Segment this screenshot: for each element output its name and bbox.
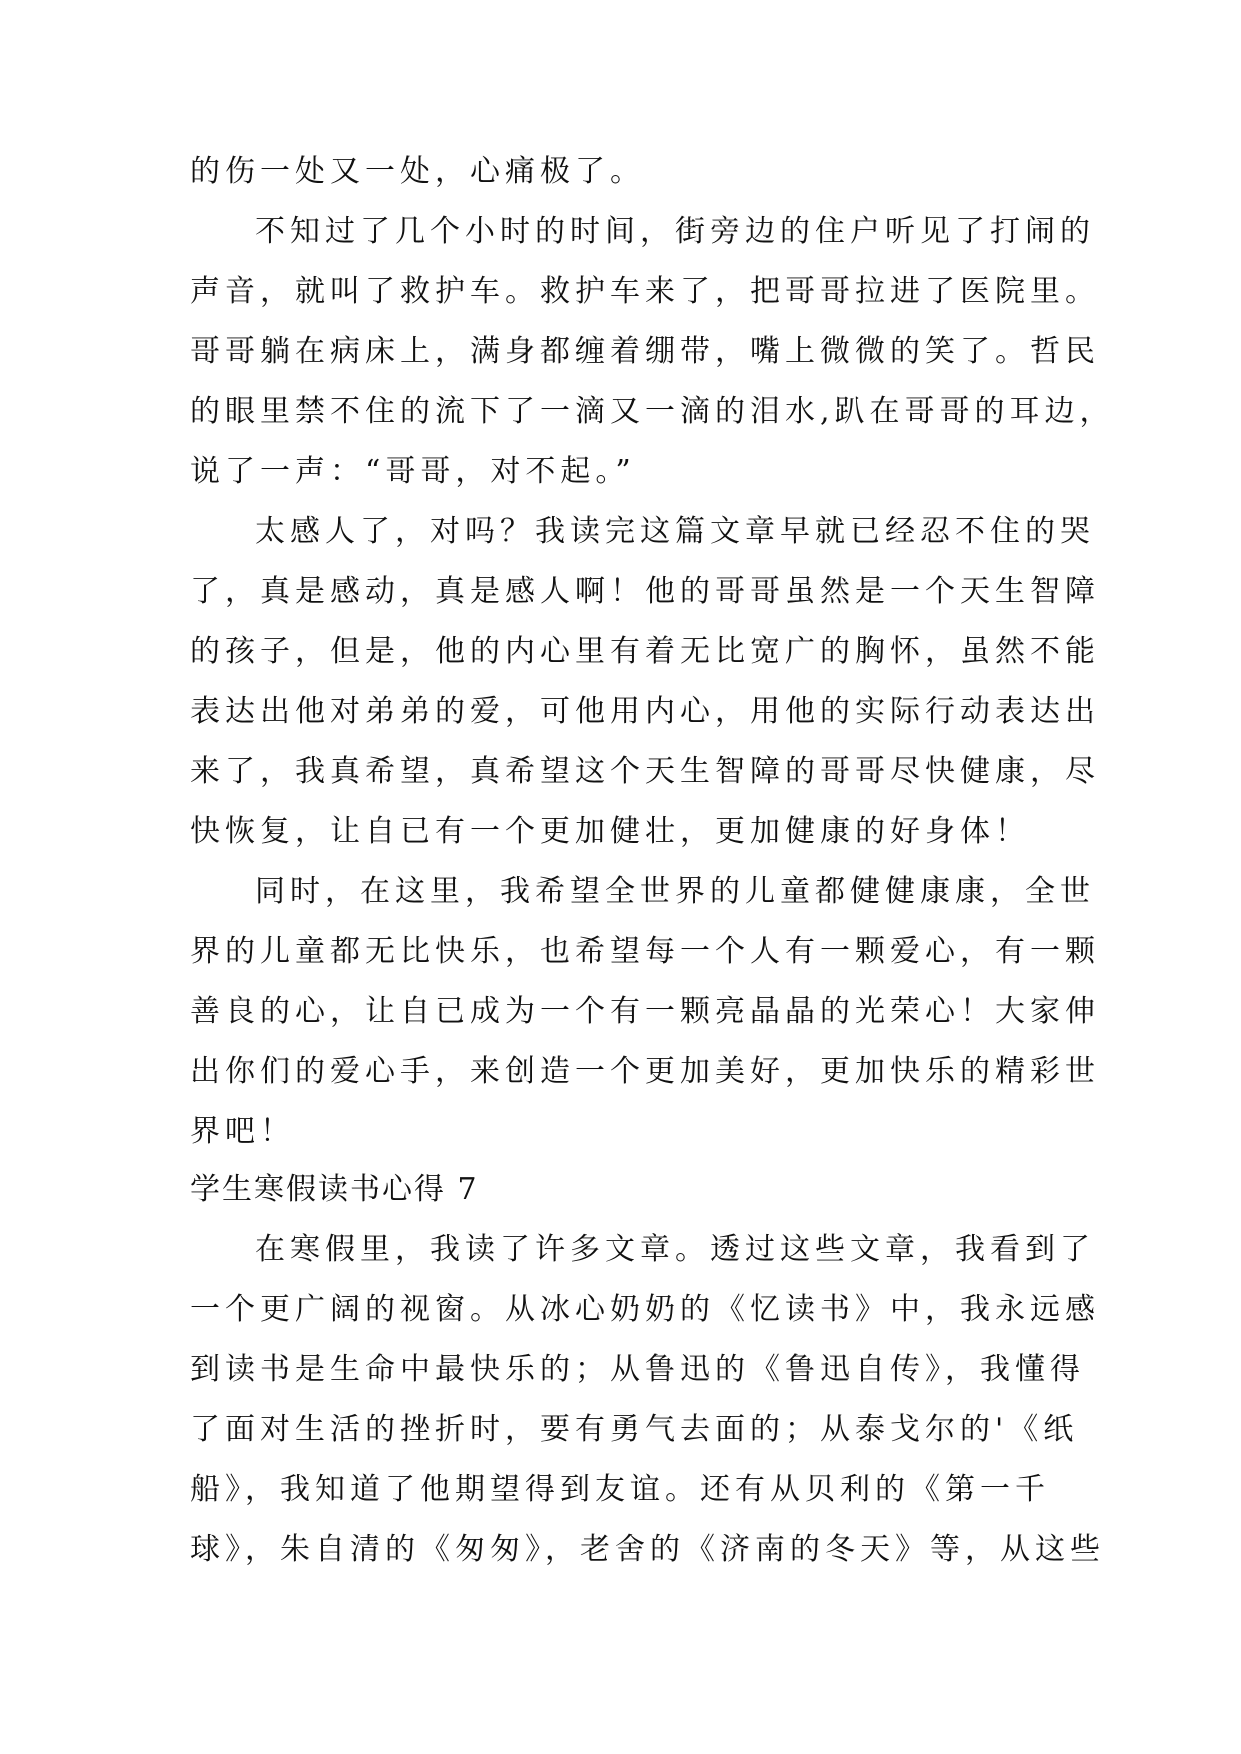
text-line: 了，真是感动，真是感人啊！他的哥哥虽然是一个天生智障: [190, 574, 1100, 609]
text-line: 出你们的爱心手，来创造一个更加美好，更加快乐的精彩世: [190, 1054, 1100, 1089]
text-line: 一个更广阔的视窗。从冰心奶奶的《忆读书》中，我永远感: [190, 1292, 1100, 1327]
section-heading: 学生寒假读书心得 7: [190, 1172, 479, 1207]
paragraph-first-line: 同时，在这里，我希望全世界的儿童都健健康康，全世: [255, 874, 1095, 909]
text-line: 善良的心，让自已成为一个有一颗亮晶晶的光荣心！大家伸: [190, 994, 1100, 1029]
text-line: 船》，我知道了他期望得到友谊。还有从贝利的《第一千: [190, 1472, 1050, 1507]
text-line: 了面对生活的挫折时，要有勇气去面的；从泰戈尔的'《纸: [190, 1412, 1079, 1447]
text-line: 界的儿童都无比快乐，也希望每一个人有一颗爱心，有一颗: [190, 934, 1100, 969]
text-line: 说了一声：“哥哥，对不起。”: [190, 454, 636, 489]
paragraph-first-line: 太感人了，对吗？我读完这篇文章早就已经忍不住的哭: [255, 514, 1095, 549]
text-line: 到读书是生命中最快乐的；从鲁迅的《鲁迅自传》，我懂得: [190, 1352, 1085, 1387]
text-line: 表达出他对弟弟的爱，可他用内心，用他的实际行动表达出: [190, 694, 1100, 729]
text-line: 来了，我真希望，真希望这个天生智障的哥哥尽快健康，尽: [190, 754, 1100, 789]
text-line: 球》，朱自清的《匆匆》，老舍的《济南的冬天》等，从这些: [190, 1532, 1105, 1567]
paragraph-first-line: 在寒假里，我读了许多文章。透过这些文章，我看到了: [255, 1232, 1095, 1267]
text-line: 界吧！: [190, 1114, 295, 1149]
paragraph-first-line: 不知过了几个小时的时间，街旁边的住户听见了打闹的: [255, 214, 1095, 249]
text-line: 的伤一处又一处，心痛极了。: [190, 154, 645, 189]
text-line: 哥哥躺在病床上，满身都缠着绷带，嘴上微微的笑了。哲民: [190, 334, 1100, 369]
text-line: 快恢复，让自已有一个更加健壮，更加健康的好身体！: [190, 814, 1030, 849]
text-line: 的孩子，但是，他的内心里有着无比宽广的胸怀，虽然不能: [190, 634, 1100, 669]
text-line: 声音，就叫了救护车。救护车来了，把哥哥拉进了医院里。: [190, 274, 1100, 309]
text-line: 的眼里禁不住的流下了一滴又一滴的泪水,趴在哥哥的耳边，: [190, 394, 1115, 429]
